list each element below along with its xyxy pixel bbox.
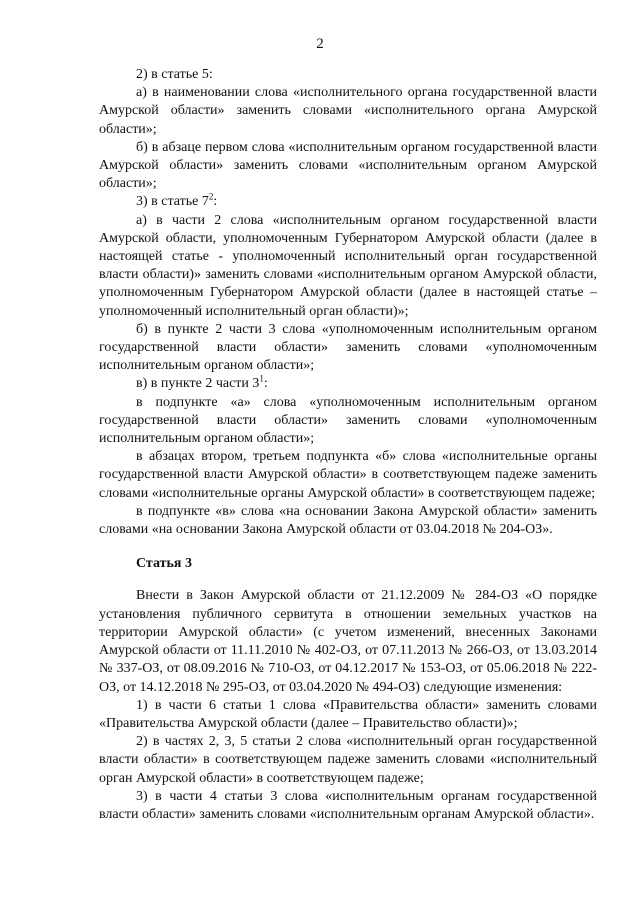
- paragraph: б) в пункте 2 части 3 слова «уполномоченным исполнительным органом государственной власти области» заменить словами «уполномоченным исполнительным органом области»;: [99, 321, 597, 374]
- paragraph: в абзацах втором, третьем подпункта «б» слова «исполнительные органы государственной власти Амурской области» в соответствующем падеже заменить словами «исполнительные органы Амурской области» в соответствующем падеже;: [99, 449, 597, 501]
- paragraph: а) в части 2 слова «исполнительным органом государственной власти Амурской области, уполномоченным Губернатором Амурской области (далее в настоящей статье - уполномоченный исполнительный орган государственной власти области)» заменить словами «исполнительным органом Амурской области, уполномоченным Губернатором Амурской области (далее в настоящей статье – уполномоченный исполнительный орган области)»;: [99, 212, 597, 319]
- paragraph: 3) в части 4 статьи 3 слова «исполнительным органам государственной власти области» заменить словами «исполнительным органам Амурской области».: [99, 788, 597, 822]
- item-text: в) в пункте 2 части 3: [136, 376, 260, 392]
- paragraph: 2) в статье 5:: [136, 67, 213, 82]
- paragraph: 2) в частях 2, 3, 5 статьи 2 слова «исполнительный орган государственной власти области» в соответствующем падеже заменить словами «исполнительный орган Амурской области» в соответствующем падеже;: [99, 734, 597, 786]
- paragraph: в подпункте «а» слова «уполномоченным исполнительным органом государственной власти области» заменить словами «уполномоченным исполнительным органом области»;: [99, 394, 597, 447]
- paragraph: б) в абзаце первом слова «исполнительным органом государственной власти Амурской области» заменить словами «исполнительным органом Амурской области»;: [99, 139, 597, 192]
- paragraph-item-3: [99, 193, 597, 211]
- paragraph-item-v: [99, 375, 597, 393]
- superscript: 1: [259, 373, 264, 384]
- document-body: [99, 66, 597, 824]
- superscript: 2: [208, 191, 214, 202]
- item-tail: :: [263, 376, 268, 392]
- paragraph: Внести в Закон Амурской области от 21.12.2009 № 284-ОЗ «О порядке установления публичного сервитута в отношении земельных участков на территории Амурской области» (с учетом изменений, внесенных Законами Амурской области от 11.11.2010 № 402-ОЗ, от 07.11.2013 № 266-ОЗ, от 13.03.2014 № 337-ОЗ, от 08.09.2016 № 710-ОЗ, от 04.12.2017 № 153-ОЗ, от 05.06.2018 № 222-ОЗ, от 14.12.2018 № 295-ОЗ, от 03.04.2020 № 494-ОЗ) следующие изменения:: [99, 588, 597, 695]
- paragraph: а) в наименовании слова «исполнительного органа государственной власти Амурской области» заменить словами «исполнительного органа Амурской области»;: [99, 85, 597, 137]
- paragraph: в подпункте «в» слова «на основании Закона Амурской области» заменить словами «на основании Закона Амурской области от 03.04.2018 № 204-ОЗ».: [99, 503, 597, 538]
- article-heading: Статья 3: [136, 556, 192, 572]
- item-text: 3) в статье 7: [136, 194, 209, 210]
- paragraph: 1) в части 6 статьи 1 слова «Правительства области» заменить словами «Правительства Амурской области (далее – Правительство области)»;: [99, 697, 597, 731]
- page-number: 2: [316, 36, 324, 52]
- item-tail: :: [213, 194, 218, 210]
